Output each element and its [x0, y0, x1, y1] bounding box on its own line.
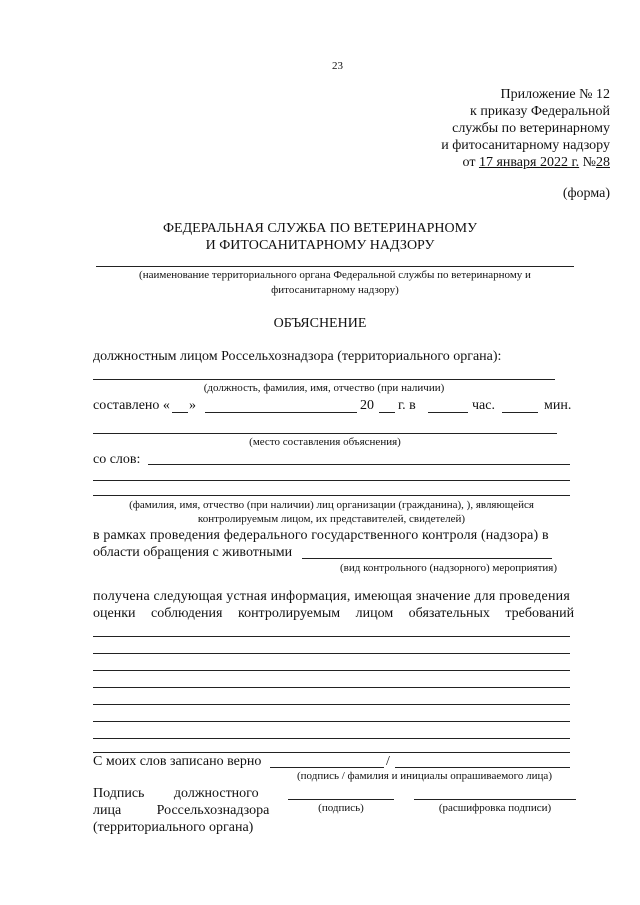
info-line-8[interactable] — [93, 752, 570, 753]
territorial-caption-line-1: (наименование территориального органа Федеральной службы по ветеринарному и — [139, 269, 531, 281]
drawn-up-label: составлено « — [93, 398, 170, 413]
appendix-line-4: и фитосанитарному надзору — [441, 138, 610, 153]
info-line-5[interactable] — [93, 704, 570, 705]
from-words-field[interactable] — [148, 464, 570, 465]
document-title: ОБЪЯСНЕНИЕ — [273, 316, 367, 331]
order-date: 17 января 2022 г. — [478, 155, 580, 170]
persons-caption-line-2: контролируемым лицом, их представителей, свидетелей) — [197, 513, 466, 525]
persons-caption-line-1: (фамилия, имя, отчество (при наличии) лиц организации (гражданина), ), являющейся — [129, 499, 534, 511]
from-words-field-3[interactable] — [93, 495, 570, 496]
territorial-caption-line-2: фитосанитарному надзору) — [271, 284, 399, 296]
minutes-field[interactable] — [502, 412, 538, 413]
info-line-7[interactable] — [93, 738, 570, 739]
place-caption: (место составления объяснения) — [249, 436, 401, 448]
info-line-1[interactable] — [93, 636, 570, 637]
recorded-label: С моих слов записано верно — [93, 754, 262, 769]
interviewee-name-field[interactable] — [395, 767, 570, 768]
position-name-field[interactable] — [93, 379, 555, 380]
official-line-2: лица Россельхознадзора — [93, 803, 270, 818]
hours-field[interactable] — [428, 412, 468, 413]
official-line-1: Подпись должностного — [93, 786, 259, 801]
info-line-3[interactable] — [93, 670, 570, 671]
appendix-line-2: к приказу Федеральной — [470, 104, 610, 119]
agency-line-2: И ФИТОСАНИТАРНОМУ НАДЗОРУ — [205, 238, 435, 253]
appendix-line-3: службы по ветеринарному — [452, 121, 610, 136]
control-text-line-2: области обращения с животными — [93, 545, 293, 560]
control-text-line-1: в рамках проведения федерального государственного контроля (надзора) в — [93, 528, 549, 543]
order-number: 28 — [596, 155, 610, 170]
info-text-line-2: оценки соблюдения контролируемым лицом обязательных требований — [93, 606, 575, 621]
date-prefix: от — [462, 155, 476, 170]
event-type-field[interactable] — [302, 558, 552, 559]
from-words-field-2[interactable] — [93, 480, 570, 481]
official-decoding-field[interactable] — [414, 799, 576, 800]
info-line-6[interactable] — [93, 721, 570, 722]
hours-label: час. — [472, 398, 495, 413]
recorded-caption: (подпись / фамилия и инициалы опрашиваемого лица) — [297, 770, 552, 782]
number-prefix: № — [582, 155, 596, 170]
recorded-slash: / — [386, 754, 390, 769]
decoding-caption: (расшифровка подписи) — [438, 802, 552, 814]
territorial-body-field[interactable] — [96, 266, 574, 267]
page-number: 23 — [332, 60, 343, 72]
drawn-up-close-quote: » — [189, 398, 196, 413]
signature-caption: (подпись) — [318, 802, 364, 814]
day-field[interactable] — [172, 412, 188, 413]
year-prefix: 20 — [360, 398, 374, 413]
appendix-date-line — [463, 155, 610, 171]
position-caption: (должность, фамилия, имя, отчество (при наличии) — [203, 382, 445, 394]
official-line-3: (территориального органа) — [93, 820, 254, 835]
info-line-2[interactable] — [93, 653, 570, 654]
form-mark: (форма) — [562, 186, 610, 201]
place-field[interactable] — [93, 433, 557, 434]
year-field[interactable] — [379, 412, 395, 413]
minutes-label: мин. — [544, 398, 572, 413]
month-field[interactable] — [205, 412, 357, 413]
info-line-4[interactable] — [93, 687, 570, 688]
intro-text: должностным лицом Россельхознадзора (территориального органа): — [93, 349, 502, 364]
appendix-line-1: Приложение № 12 — [500, 87, 610, 102]
event-caption: (вид контрольного (надзорного) мероприятия) — [340, 562, 558, 574]
from-words-label: со слов: — [93, 452, 141, 467]
year-suffix: г. в — [398, 398, 416, 413]
official-signature-field[interactable] — [288, 799, 394, 800]
agency-line-1: ФЕДЕРАЛЬНАЯ СЛУЖБА ПО ВЕТЕРИНАРНОМУ — [162, 221, 477, 236]
interviewee-signature-field[interactable] — [270, 767, 384, 768]
info-text-line-1: получена следующая устная информация, имеющая значение для проведения — [93, 589, 570, 604]
